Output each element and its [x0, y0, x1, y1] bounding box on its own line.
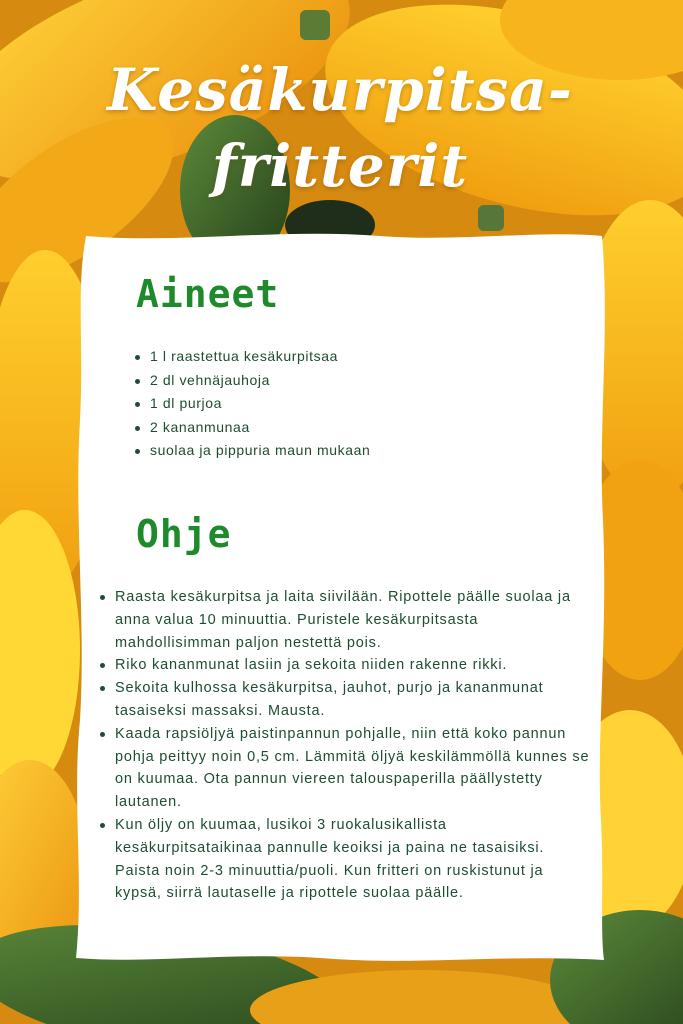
ingredients-heading: Aineet	[136, 272, 280, 316]
list-item: 1 l raastettua kesäkurpitsaa	[150, 345, 570, 369]
title-line-1: Kesäkurpitsa-	[107, 56, 573, 124]
list-item: Kun öljy on kuumaa, lusikoi 3 ruokalusikallista kesäkurpitsataikinaa pannulle keoiksi ja paina ne tasaisiksi. Paista noin 2-3 minuuttia/puoli. Kun fritteri on ruskistunut ja kypsä, siirrä lautaselle ja ripottele suolaa päälle.	[115, 814, 593, 905]
list-item: Kaada rapsiöljyä paistinpannun pohjalle, niin että koko pannun pohja peittyy noin 0,5 cm. Lämmitä öljyä keskilämmöllä kunnes se on kuumaa. Ota pannun viereen talouspaperilla päällystetty lautanen.	[115, 723, 593, 814]
list-item: 2 kananmunaa	[150, 416, 570, 440]
method-steps-list	[115, 586, 593, 905]
method-heading: Ohje	[136, 512, 232, 556]
ingredients-list	[150, 345, 570, 463]
list-item: 1 dl purjoa	[150, 392, 570, 416]
list-item: suolaa ja pippuria maun mukaan	[150, 439, 570, 463]
list-item: Raasta kesäkurpitsa ja laita siivilään. Ripottele päälle suolaa ja anna valua 10 minuuttia. Puristele kesäkurpitsasta mahdollisimman paljon nestettä pois.	[115, 586, 593, 654]
list-item: Riko kananmunat lasiin ja sekoita niiden rakenne rikki.	[115, 654, 593, 677]
list-item: 2 dl vehnäjauhoja	[150, 369, 570, 393]
list-item: Sekoita kulhossa kesäkurpitsa, jauhot, purjo ja kananmunat tasaiseksi massaksi. Mausta.	[115, 677, 593, 723]
title-line-2: fritterit	[211, 132, 469, 200]
